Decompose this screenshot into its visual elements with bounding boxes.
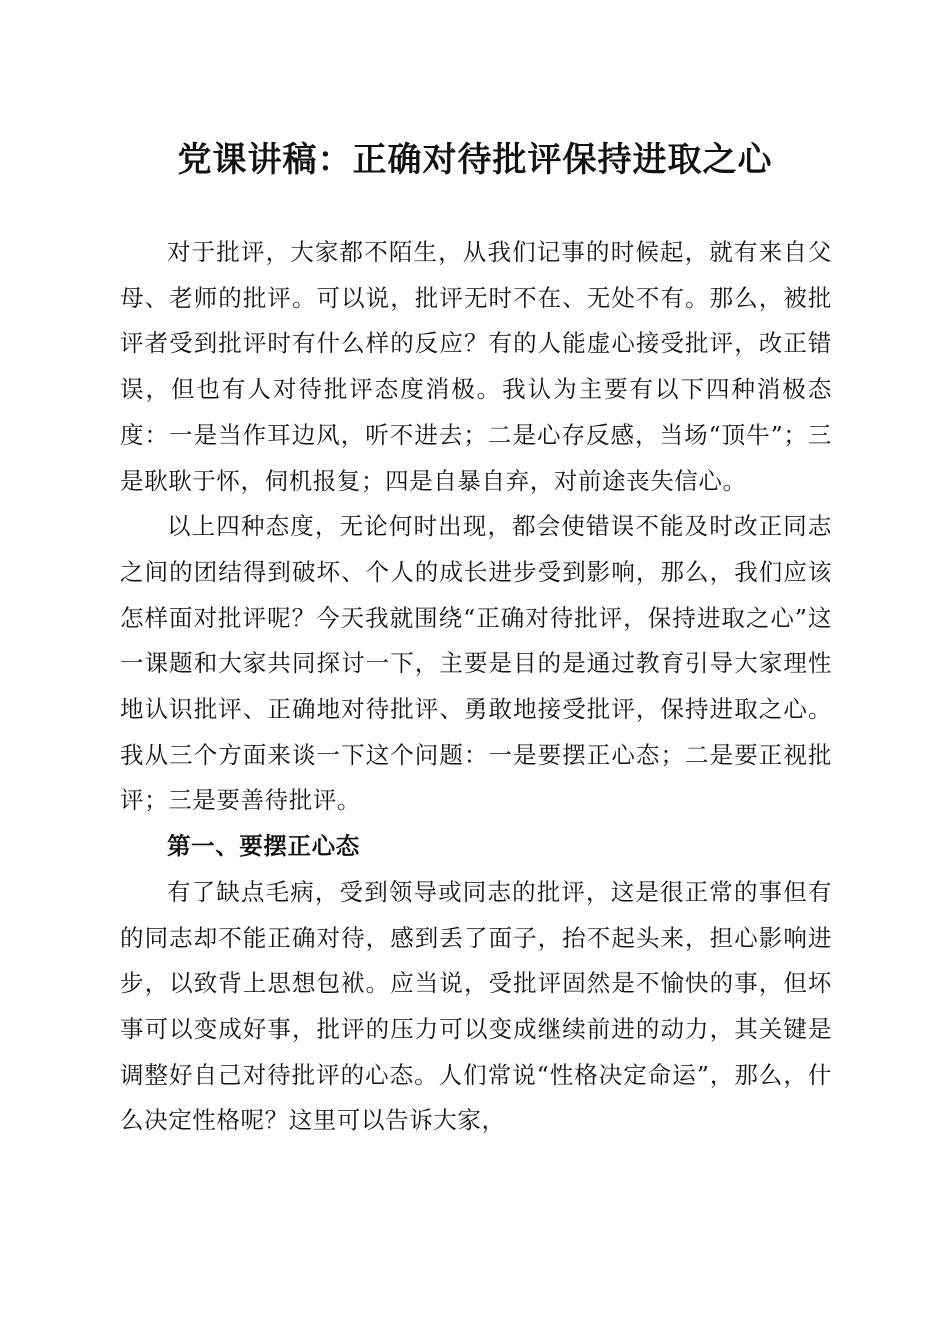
document-body [120, 230, 832, 1144]
document-title: 党课讲稿：正确对待批评保持进取之心 [177, 140, 773, 180]
section-heading-first: 第一、要摆正心态 [167, 832, 360, 861]
paragraph-overview: 以上四种态度，无论何时出现，都会使错误不能及时改正同志之间的团结得到破坏、个人的成长进步受到影响，那么，我们应该怎样面对批评呢？今天我就围绕“正确对待批评，保持进取之心”这一课题和大家共同探讨一下，主要是目的是通过教育引导大家理性地认识批评、正确地对待批评、勇敢地接受批评，保持进取之心。我从三个方面来谈一下这个问题：一是要摆正心态；二是要正视批评；三是要善待批评。 [120, 512, 832, 815]
paragraph-intro: 对于批评，大家都不陌生，从我们记事的时候起，就有来自父母、老师的批评。可以说，批评无时不在、无处不有。那么，被批评者受到批评时有什么样的反应？有的人能虚心接受批评，改正错误，但也有人对待批评态度消极。我认为主要有以下四种消极态度：一是当作耳边风，听不进去；二是心存反感，当场“顶牛”；三是耿耿于怀，伺机报复；四是自暴自弃，对前途丧失信心。 [120, 238, 832, 495]
paragraph-section-first: 有了缺点毛病，受到领导或同志的批评，这是很正常的事但有的同志却不能正确对待，感到丢了面子，抬不起头来，担心影响进步，以致背上思想包袱。应当说，受批评固然是不愉快的事，但坏事可以变成好事，批评的压力可以变成继续前进的动力，其关键是调整好自己对待批评的心态。人们常说“性格决定命运”，那么，什么决定性格呢？这里可以告诉大家， [120, 877, 832, 1135]
